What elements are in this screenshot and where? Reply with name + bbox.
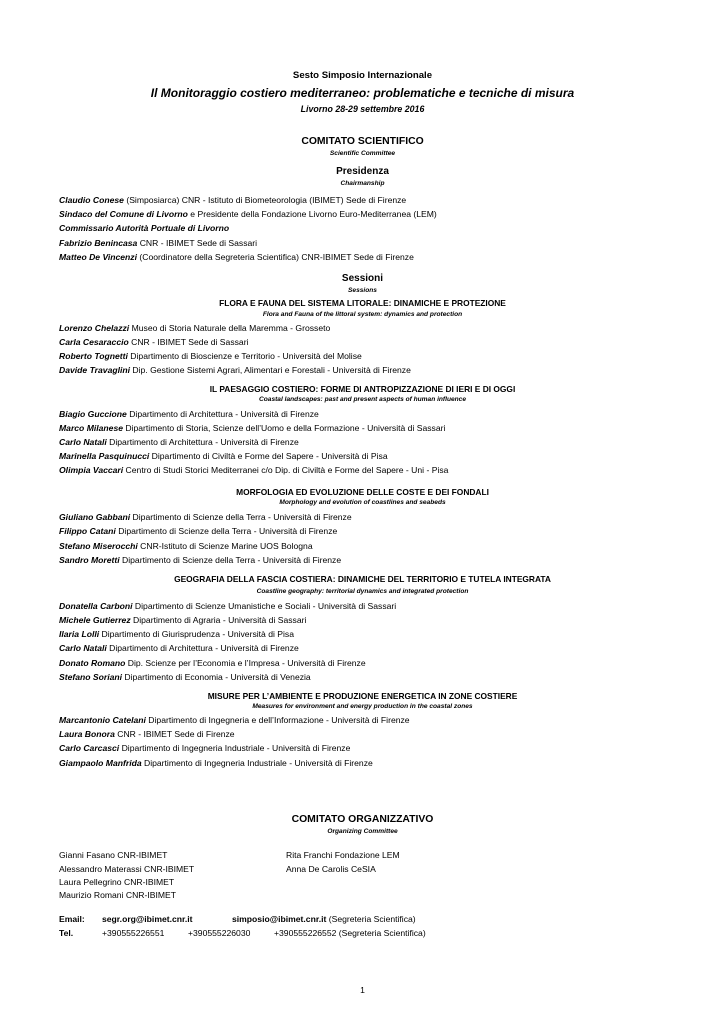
member-line xyxy=(59,465,448,476)
session-subtitle: Flora and Fauna of the littoral system: dynamics and protection xyxy=(262,311,463,318)
member-line xyxy=(59,451,388,462)
session-title: FLORA E FAUNA DEL SISTEMA LITORALE: DINAMICHE E PROTEZIONE xyxy=(219,298,506,308)
member-name: Rita Franchi xyxy=(286,850,333,860)
member-line xyxy=(59,890,176,901)
phone-number: +390555226551 xyxy=(102,928,165,938)
email-note: (Segreteria Scientifica) xyxy=(326,914,416,924)
member-line xyxy=(59,555,341,566)
member-name: Marco Milanese xyxy=(59,423,123,433)
member-name: Commissario Autorità Portuale di Livorno xyxy=(59,223,230,233)
member-line xyxy=(286,864,376,875)
event-name: Sesto Simposio Internazionale xyxy=(292,70,433,81)
member-line xyxy=(59,864,194,875)
member-affiliation: Dipartimento di Architettura - Università di Firenze xyxy=(106,643,299,653)
member-line xyxy=(59,526,337,537)
member-affiliation: Dipartimento di Scienze della Terra - Università di Firenze xyxy=(115,526,338,536)
member-affiliation: CeSIA xyxy=(348,864,376,874)
email-link[interactable]: simposio@ibimet.cnr.it xyxy=(232,914,327,924)
member-name: Lorenzo Chelazzi xyxy=(59,323,130,333)
member-name: Alessandro Materassi xyxy=(59,864,142,874)
member-affiliation: Centro di Studi Storici Mediterranei c/o Dip. di Civiltà e Forme del Sapere - Uni - Pisa xyxy=(123,465,449,475)
member-line xyxy=(59,850,167,861)
member-line xyxy=(59,672,311,683)
presidency-title: Presidenza xyxy=(336,166,389,177)
member-name: Anna De Carolis xyxy=(286,864,349,874)
member-line xyxy=(286,850,400,861)
page-number: 1 xyxy=(360,985,365,995)
member-line xyxy=(59,629,294,640)
member-affiliation: Dipartimento di Architettura - Università di Firenze xyxy=(126,409,319,419)
member-affiliation: Dipartimento di Storia, Scienze dell’Uomo e della Formazione - Università di Sassari xyxy=(123,423,446,433)
member-affiliation: Museo di Storia Naturale della Maremma - Grosseto xyxy=(129,323,331,333)
session-subtitle: Morphology and evolution of coastlines and seabeds xyxy=(279,499,446,506)
member-line xyxy=(59,209,437,220)
member-affiliation: Dipartimento di Civiltà e Forme del Sapere - Università di Pisa xyxy=(149,451,388,461)
member-line xyxy=(59,351,362,362)
member-line xyxy=(59,658,366,669)
member-affiliation: Dipartimento di Scienze della Terra - Università di Firenze xyxy=(130,512,352,522)
member-name: Giuliano Gabbani xyxy=(59,512,131,522)
member-name: Carlo Natali xyxy=(59,437,107,447)
session-title: MISURE PER L’AMBIENTE E PRODUZIONE ENERGETICA IN ZONE COSTIERE xyxy=(207,691,518,701)
organizing-committee-title: COMITATO ORGANIZZATIVO xyxy=(291,814,434,825)
member-name: Carlo Carcasci xyxy=(59,743,120,753)
member-name: Marcantonio Catelani xyxy=(59,715,146,725)
member-affiliation: (Simposiarca) CNR - Istituto di Biometeorologia (IBIMET) Sede di Firenze xyxy=(123,195,407,205)
member-name: Michele Gutierrez xyxy=(59,615,131,625)
member-name: Sindaco del Comune di Livorno xyxy=(59,209,188,219)
member-affiliation: CNR - IBIMET Sede di Sassari xyxy=(128,337,249,347)
member-line xyxy=(59,365,411,376)
member-name: Biagio Guccione xyxy=(59,409,127,419)
member-affiliation: CNR-IBIMET xyxy=(123,890,176,900)
session-title: GEOGRAFIA DELLA FASCIA COSTIERA: DINAMICHE DEL TERRITORIO E TUTELA INTEGRATA xyxy=(174,574,551,584)
member-name: Carla Cesaraccio xyxy=(59,337,129,347)
member-line xyxy=(59,729,235,740)
tel-label: Tel. xyxy=(59,928,74,938)
member-name: Matteo De Vincenzi xyxy=(59,252,137,262)
email-link[interactable]: segr.org@ibimet.cnr.it xyxy=(102,914,193,924)
scientific-committee-subtitle: Scientific Committee xyxy=(329,150,396,157)
member-name: Davide Travaglini xyxy=(59,365,131,375)
phone-line xyxy=(274,928,426,939)
member-line xyxy=(59,409,319,420)
session-title: IL PAESAGGIO COSTIERO: FORME DI ANTROPIZZAZIONE DI IERI E DI OGGI xyxy=(209,384,516,394)
member-line xyxy=(59,423,445,434)
member-name: Carlo Natali xyxy=(59,643,107,653)
member-affiliation: CNR-IBIMET xyxy=(121,877,175,887)
email-label: Email: xyxy=(59,914,85,924)
member-affiliation: Dipartimento di Scienze della Terra - Università di Firenze xyxy=(119,555,342,565)
member-name: Stefano Soriani xyxy=(59,672,123,682)
member-name: Gianni Fasano xyxy=(59,850,115,860)
email-line xyxy=(232,914,416,925)
member-affiliation: CNR - IBIMET Sede di Firenze xyxy=(114,729,235,739)
symposium-title: Il Monitoraggio costiero mediterraneo: problematiche e tecniche di misura xyxy=(150,86,575,100)
member-line xyxy=(59,541,313,552)
member-affiliation: Dipartimento di Scienze Umanistiche e Sociali - Università di Sassari xyxy=(132,601,397,611)
member-affiliation: Dipartimento di Bioscienze e Territorio - Università del Molise xyxy=(127,351,362,361)
member-name: Donato Romano xyxy=(59,658,126,668)
sessions-title: Sessioni xyxy=(341,273,384,284)
event-date: Livorno 28-29 settembre 2016 xyxy=(300,104,425,114)
member-affiliation: (Coordinatore della Segreteria Scientifica) CNR-IBIMET Sede di Firenze xyxy=(137,252,414,262)
member-affiliation: Dipartimento di Ingegneria Industriale - Università di Firenze xyxy=(119,743,351,753)
member-name: Giampaolo Manfrida xyxy=(59,758,142,768)
member-affiliation: CNR-IBIMET xyxy=(141,864,195,874)
member-line xyxy=(59,601,396,612)
member-line xyxy=(59,615,306,626)
session-subtitle: Coastal landscapes: past and present aspects of human influence xyxy=(258,396,467,403)
member-affiliation: CNR-Istituto di Scienze Marine UOS Bologna xyxy=(137,541,313,551)
session-title: MORFOLOGIA ED EVOLUZIONE DELLE COSTE E DEI FONDALI xyxy=(236,487,489,497)
member-affiliation: Dipartimento di Ingegneria Industriale - Università di Firenze xyxy=(141,758,373,768)
member-line xyxy=(59,715,410,726)
phone-number: +390555226552 xyxy=(274,928,337,938)
member-line xyxy=(59,337,248,348)
member-name: Marinella Pasquinucci xyxy=(59,451,150,461)
member-line xyxy=(59,252,414,263)
member-name: Sandro Moretti xyxy=(59,555,120,565)
member-line xyxy=(59,877,174,888)
member-line xyxy=(59,323,330,334)
member-line xyxy=(59,512,352,523)
member-name: Fabrizio Benincasa xyxy=(59,238,138,248)
member-affiliation: e Presidente della Fondazione Livorno Euro-Mediterranea (LEM) xyxy=(187,209,437,219)
phone-note: (Segreteria Scientifica) xyxy=(336,928,426,938)
presidency-subtitle: Chairmanship xyxy=(340,180,385,187)
member-affiliation: Fondazione LEM xyxy=(332,850,400,860)
member-affiliation: Dipartimento di Agraria - Università di Sassari xyxy=(130,615,307,625)
phone-number: +390555226030 xyxy=(188,928,251,938)
scientific-committee-title: COMITATO SCIENTIFICO xyxy=(301,136,424,147)
organizing-committee-subtitle: Organizing Committee xyxy=(327,828,398,835)
member-name: Filippo Catani xyxy=(59,526,116,536)
member-name: Donatella Carboni xyxy=(59,601,133,611)
member-name: Olimpia Vaccari xyxy=(59,465,124,475)
member-name: Stefano Miserocchi xyxy=(59,541,138,551)
member-name: Laura Bonora xyxy=(59,729,115,739)
member-line xyxy=(59,743,350,754)
member-affiliation: Dipartimento di Economia - Università di Venezia xyxy=(122,672,311,682)
member-affiliation: Dipartimento di Architettura - Università di Firenze xyxy=(106,437,299,447)
member-line xyxy=(59,643,299,654)
member-affiliation: Dip. Gestione Sistemi Agrari, Alimentari e Forestali - Università di Firenze xyxy=(130,365,411,375)
member-line xyxy=(59,223,229,234)
member-name: Roberto Tognetti xyxy=(59,351,128,361)
member-line xyxy=(59,238,257,249)
sessions-subtitle: Sessions xyxy=(348,287,377,294)
member-name: Ilaria Lolli xyxy=(59,629,100,639)
member-name: Maurizio Romani xyxy=(59,890,124,900)
member-affiliation: CNR - IBIMET Sede di Sassari xyxy=(137,238,258,248)
session-subtitle: Measures for environment and energy production in the coastal zones xyxy=(252,703,473,710)
member-line xyxy=(59,758,373,769)
member-affiliation: Dip. Scienze per l’Economia e l’Impresa - Università di Firenze xyxy=(125,658,366,668)
member-name: Laura Pellegrino xyxy=(59,877,122,887)
member-line xyxy=(59,195,406,206)
member-affiliation: CNR-IBIMET xyxy=(114,850,168,860)
member-affiliation: Dipartimento di Ingegneria e dell’Informazione - Università di Firenze xyxy=(145,715,410,725)
member-name: Claudio Conese xyxy=(59,195,124,205)
member-line xyxy=(59,437,299,448)
member-affiliation: Dipartimento di Giurisprudenza - Università di Pisa xyxy=(99,629,294,639)
session-subtitle: Coastline geography: territorial dynamics and integrated protection xyxy=(256,588,469,595)
